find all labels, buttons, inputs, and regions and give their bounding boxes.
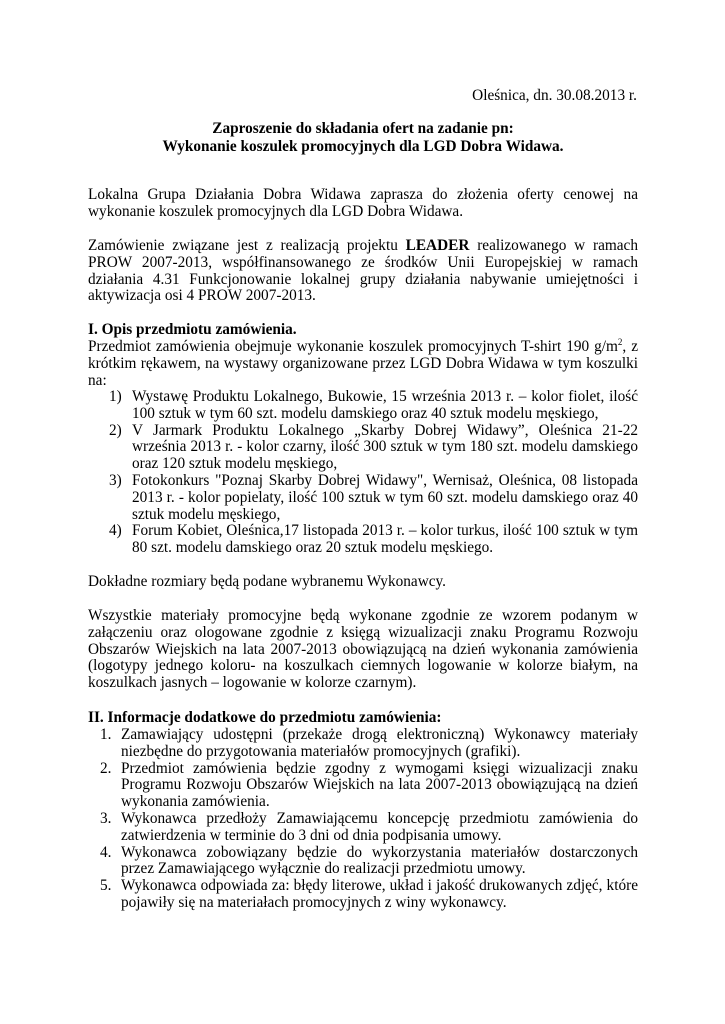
events-list (88, 389, 638, 557)
project-text-after: realizowanego w ramach PROW 2007-2013, współfinansowanego ze środków Unii Europejskiej w ramach działania 4.31 Funkcjonowanie lokalnej grupy działania nabywanie umiejętności i aktywizacja osi 4 PROW 2007-2013. (88, 237, 638, 305)
leader-keyword: LEADER (405, 237, 470, 254)
list-item-text: V Jarmark Produktu Lokalnego „Skarby Dobrej Widawy”, Oleśnica 21-22 września 2013 r. - kolor czarny, ilość 300 sztuk w tym 180 szt. modelu damskiego oraz 120 sztuk modelu męskiego, (132, 421, 638, 473)
superscript-2: 2 (617, 337, 623, 347)
list-item-number: 4. (100, 843, 112, 861)
list-item (88, 845, 638, 879)
list-item (88, 727, 638, 761)
list-item-text: Zamawiający udostępni (przekaże drogą elektroniczną) Wykonawcy materiały niezbędne do przygotowania materiałów promocyjnych (grafiki). (121, 726, 638, 760)
list-item-text: Forum Kobiet, Oleśnica,17 listopada 2013 r. – kolor turkus, ilość 100 sztuk w tym 80 szt. modelu damskiego oraz 20 sztuk modelu męskiego. (132, 522, 638, 557)
list-item-number: 1. (100, 726, 112, 743)
section-1-heading: I. Opis przedmiotu zamówienia. (88, 321, 297, 338)
list-item (88, 878, 638, 912)
list-item (88, 523, 638, 557)
list-item-text: Przedmiot zamówienia będzie zgodny z wymogami księgi wizualizacji znaku Programu Rozwoju Obszarów Wiejskich na lata 2007-2013 obowiązującą na dzień wykonania zamówienia. (121, 759, 638, 811)
list-item-text: Wykonawca przedłoży Zamawiającemu koncepcję przedmiotu zamówienia do zatwierdzenia w terminie do 3 dni od dnia podpisania umowy. (121, 809, 638, 844)
list-item-number: 2) (109, 421, 122, 439)
list-item-number: 4) (109, 522, 122, 540)
list-item-number: 1) (109, 388, 122, 405)
list-item-text: Wystawę Produktu Lokalnego, Bukowie, 15 września 2013 r. – kolor fiolet, ilość 100 sztuk w tym 60 szt. modelu damskiego oraz 40 sztuk modelu męskiego, (132, 388, 638, 422)
title-line-2: Wykonanie koszulek promocyjnych dla LGD Dobra Widawa. (162, 138, 564, 155)
list-item (88, 761, 638, 811)
list-item (88, 423, 638, 473)
intro-paragraph: Lokalna Grupa Działania Dobra Widawa zaprasza do złożenia oferty cenowej na wykonanie koszulek promocyjnych dla LGD Dobra Widawa. (88, 186, 638, 220)
list-item-text: Fotokonkurs "Poznaj Skarby Dobrej Widawy", Wernisaż, Oleśnica, 08 listopada 2013 r. - kolor popielaty, ilość 100 sztuk w tym 60 szt. modelu damskiego oraz 40 sztuk modelu męskiego, (132, 471, 638, 523)
list-item (88, 811, 638, 845)
document-title (88, 120, 638, 156)
additional-info-list (88, 727, 638, 912)
list-item (88, 389, 638, 423)
list-item-number: 2. (100, 759, 112, 777)
section-2-heading: II. Informacje dodatkowe do przedmiotu zamówienia: (88, 709, 442, 726)
list-item (88, 473, 638, 523)
materials-paragraph: Wszystkie materiały promocyjne będą wykonane zgodnie ze wzorem podanym w załączeniu oraz ologowane zgodnie z księgą wizualizacji znaku Programu Rozwoju Obszarów Wiejskich na lata 2007-2013 obowiązującą na dzień wykonania zamówienia (logotypy jednego koloru- na koszulkach ciemnych logowanie w kolorze białym, na koszulkach jasnych – logowanie w kolorze czarnym). (88, 607, 638, 692)
list-item-text: Wykonawca zobowiązany będzie do wykorzystania materiałów dostarczonych przez Zamawiającego wyłącznie do realizacji przedmiotu umowy. (121, 843, 638, 878)
project-paragraph (88, 238, 638, 305)
date-line: Oleśnica, dn. 30.08.2013 r. (472, 87, 637, 104)
title-line-1: Zaproszenie do składania ofert na zadanie pn: (212, 120, 514, 137)
list-item-number: 3. (100, 809, 112, 827)
sizes-note: Dokładne rozmiary będą podane wybranemu Wykonawcy. (88, 573, 447, 590)
section-1-intro: Przedmiot zamówienia obejmuje wykonanie koszulek promocyjnych T-shirt 190 $g/m^2$, z krótkim rękawem, na wystawy organizowane przez LGD Dobra Widawa w tym koszulki na: (88, 337, 638, 389)
list-item-text: Wykonawca odpowiada za: błędy literowe, układ i jakość drukowanych zdjęć, które pojawiły się na materiałach promocyjnych z winy wykonawcy. (121, 877, 638, 911)
list-item-number: 3) (109, 471, 122, 489)
project-text-before: Zamówienie związane jest z realizacją projektu (88, 237, 406, 254)
list-item-number: 5. (100, 877, 112, 895)
